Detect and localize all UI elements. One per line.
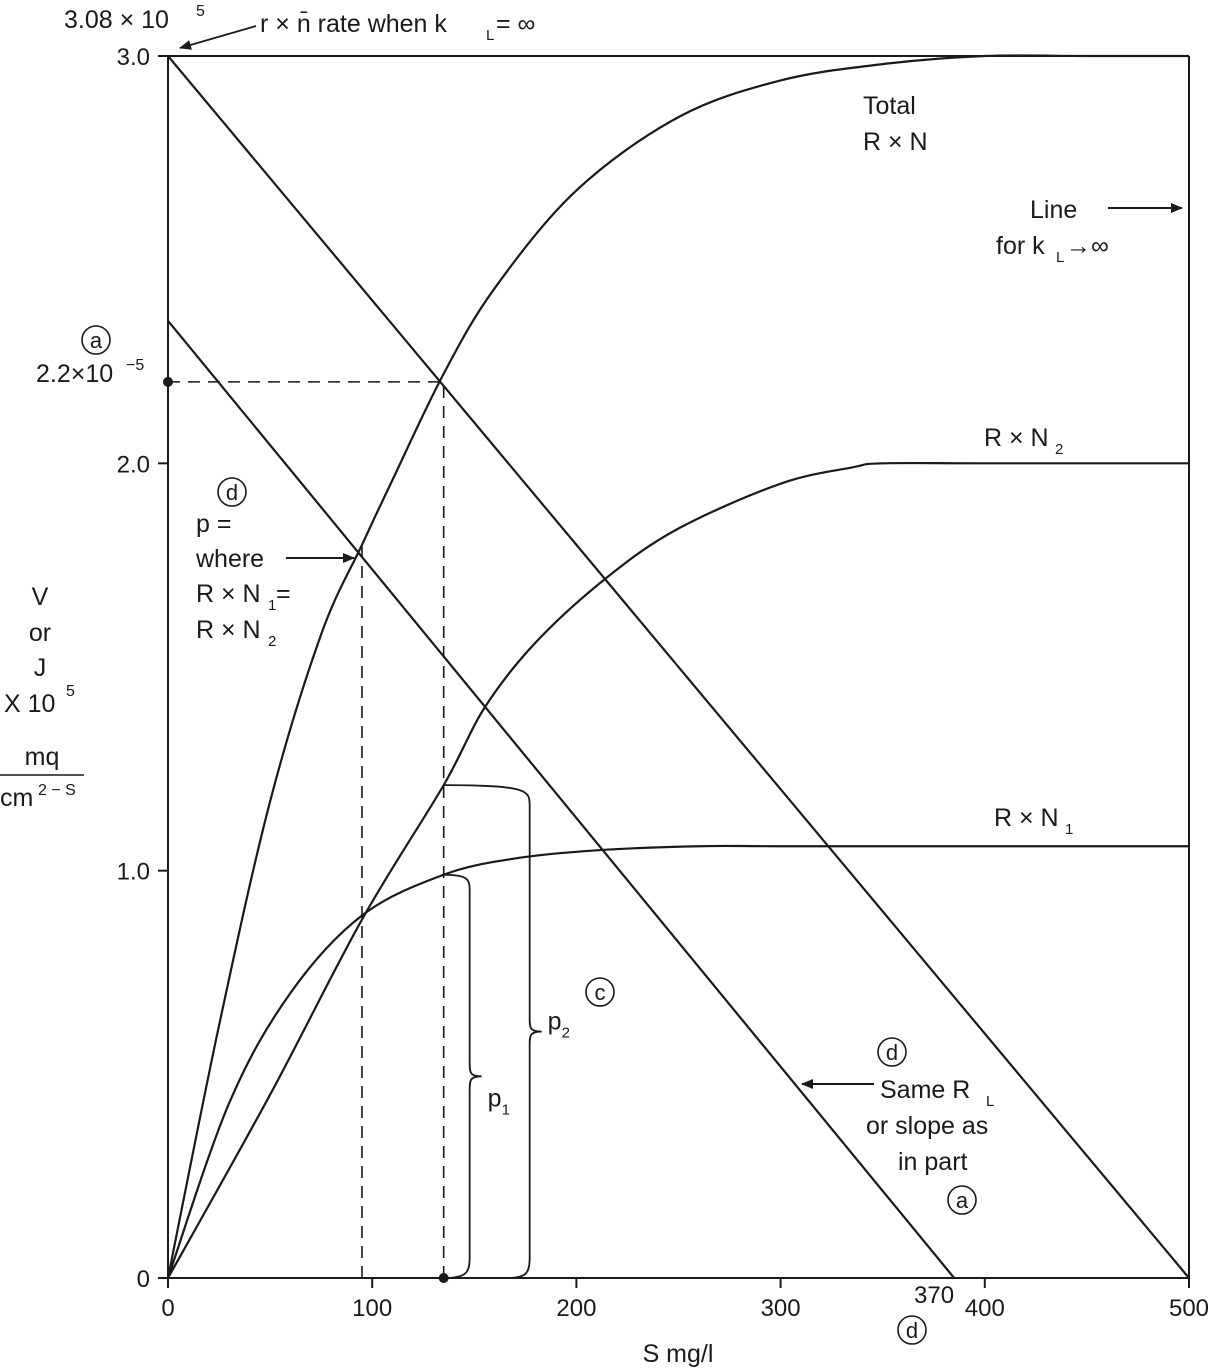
value-2-2-exponent: −5	[126, 357, 145, 374]
line-note-2: for k	[996, 232, 1045, 260]
brace-p2	[444, 785, 542, 1278]
p-note-line-3: R × N	[196, 580, 261, 608]
y-axis-label-line-1: V	[31, 583, 49, 611]
line-note: Line	[1030, 196, 1078, 224]
p-note-line-1: p =	[196, 510, 232, 538]
circle-d-bottom-letter: d	[905, 1318, 919, 1343]
p-note-line-4-sub: 2	[268, 633, 277, 650]
x-tick-label: 0	[161, 1295, 175, 1322]
same-note-line-3: in part	[898, 1148, 968, 1176]
x-ticks	[161, 1278, 1209, 1322]
top-value-exponent: 5	[196, 3, 205, 20]
circle-d-right-letter: d	[885, 1040, 899, 1065]
y-tick-label: 0	[136, 1266, 150, 1293]
curve-r-n1	[168, 846, 1189, 1278]
brace-p1	[444, 875, 482, 1278]
line-note-2-end: →∞	[1066, 232, 1109, 260]
curve-r-n2	[168, 463, 1189, 1278]
p-note-line-4: R × N	[196, 616, 261, 644]
p-note-line-2: where	[196, 545, 265, 573]
x-tick-label: 200	[556, 1295, 597, 1322]
y-axis-label-denominator-exp: 2 − S	[38, 782, 76, 799]
label-370: 370	[914, 1282, 955, 1309]
y-tick-label: 2.0	[116, 451, 150, 479]
label-r-n1-sub: 1	[1065, 821, 1074, 838]
circle-d-left-letter: d	[225, 480, 239, 505]
top-value-label: 3.08 × 10	[64, 6, 169, 34]
label-r-n2: R × N	[984, 424, 1049, 452]
y-axis-label-line-3: J	[33, 654, 47, 682]
circle-c-letter: c	[594, 980, 606, 1005]
y-axis-label-exponent: 5	[66, 683, 75, 700]
y-tick-label: 1.0	[116, 858, 150, 886]
same-note-line-1-sub: L	[986, 1093, 995, 1110]
operating-line	[168, 321, 954, 1278]
y-axis-label-line-4: X 10	[4, 690, 56, 718]
x-axis-label: S mg/l	[642, 1340, 714, 1368]
y-tick-label: 3.0	[116, 44, 150, 71]
brace-label-sub: 1	[501, 1101, 511, 1119]
data-point	[439, 1273, 449, 1283]
circle-a-top-letter: a	[89, 328, 103, 353]
x-tick-label: 100	[352, 1295, 393, 1322]
top-note: r × n̄ rate when k	[260, 10, 447, 38]
same-note-line-2: or slope as	[866, 1112, 989, 1140]
x-tick-label: 300	[760, 1295, 801, 1322]
y-axis-label-line-2: or	[28, 619, 52, 647]
label-r-n2-sub: 2	[1055, 441, 1064, 458]
p-note-line-3-eq: =	[276, 580, 291, 608]
line-note-2-sub: L	[1056, 249, 1065, 266]
label-r-n1: R × N	[994, 804, 1059, 832]
circle-a-bottom-letter: a	[955, 1188, 969, 1213]
brace-label-sub: 2	[561, 1024, 571, 1042]
data-point	[163, 377, 173, 387]
p-note-line-3-sub: 1	[268, 597, 277, 614]
x-tick-label: 500	[1168, 1295, 1210, 1322]
y-axis-label-numerator: mq	[24, 743, 60, 771]
brace-label: p	[487, 1084, 502, 1113]
same-note-line-1: Same R	[880, 1076, 971, 1104]
top-note-arrow	[180, 26, 256, 48]
total-label-line-1: Total	[863, 92, 916, 120]
value-2-2-label: 2.2×10	[36, 360, 114, 388]
x-tick-label: 400	[964, 1295, 1005, 1322]
total-label-line-2: R × N	[863, 128, 928, 156]
top-note-end: = ∞	[496, 10, 536, 38]
brace-label: p	[547, 1007, 562, 1036]
y-axis-label-denominator: cm	[0, 784, 34, 812]
top-note-sub: L	[486, 27, 495, 44]
